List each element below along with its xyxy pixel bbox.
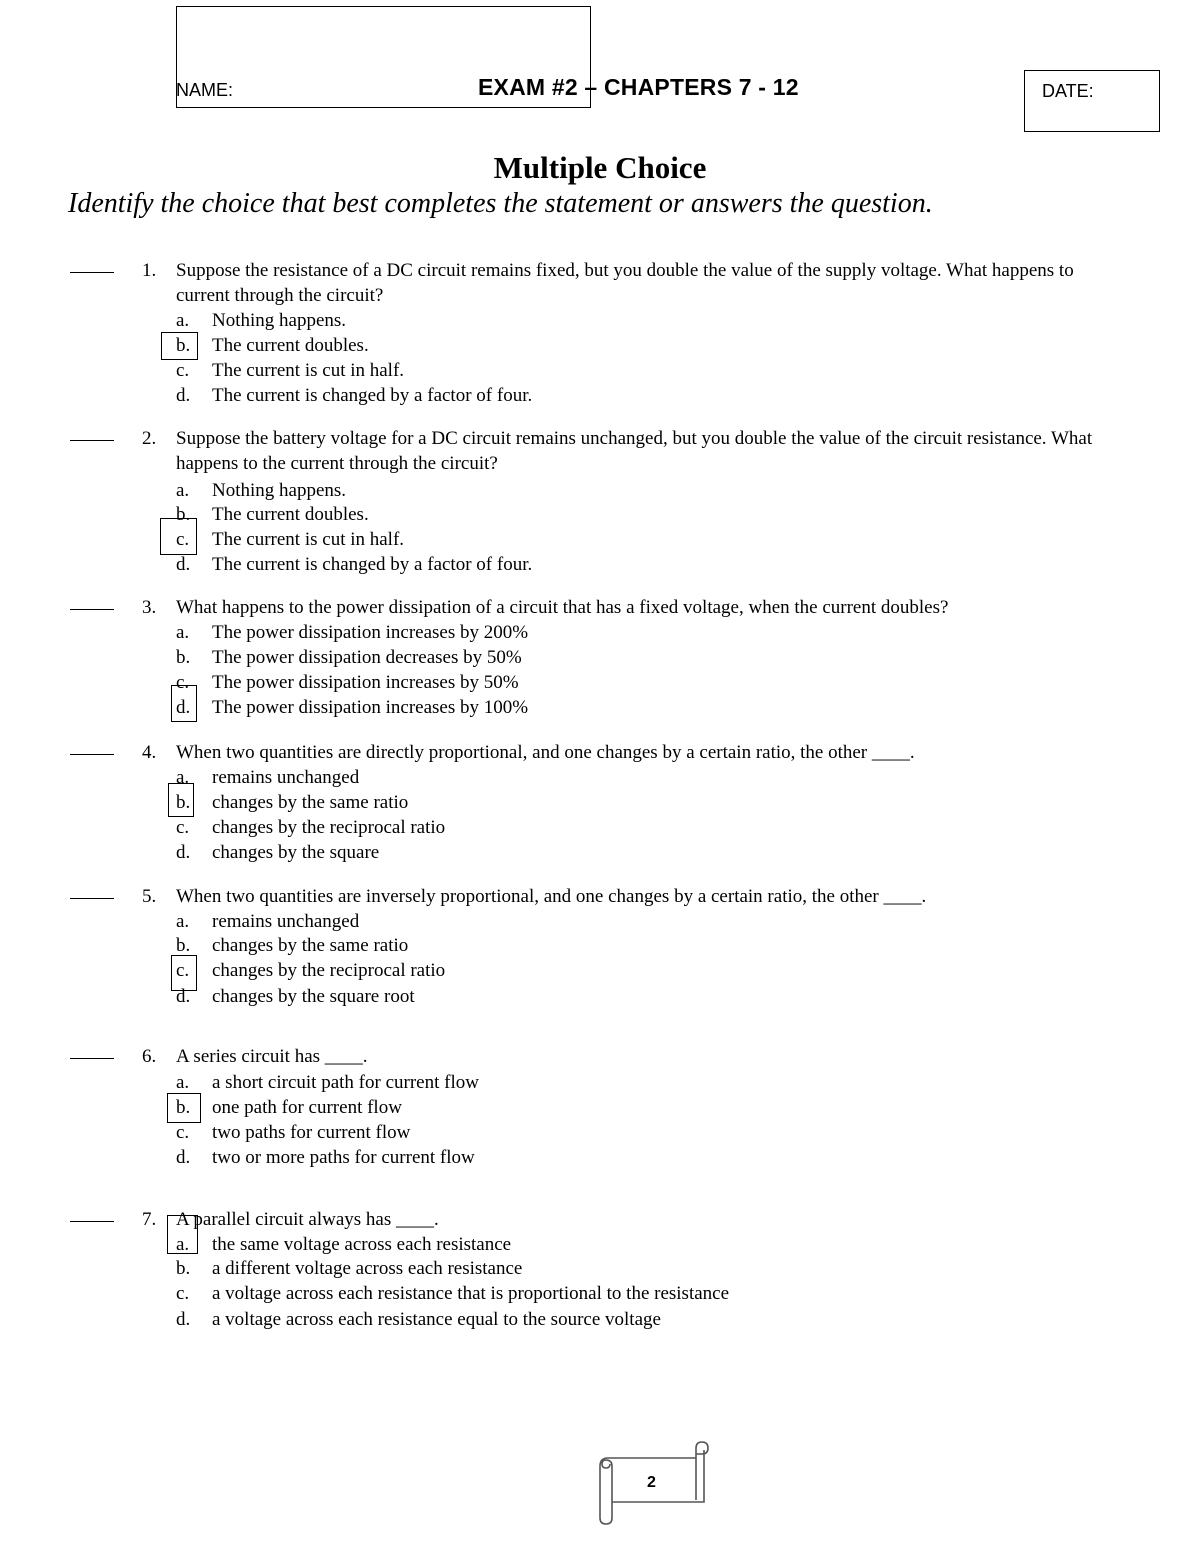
- option-letter: a.: [176, 1072, 190, 1093]
- option-text: The power dissipation increases by 50%: [212, 672, 519, 693]
- answer-blank[interactable]: [70, 609, 114, 610]
- option-letter: a.: [176, 767, 190, 788]
- instructions: Identify the choice that best completes the statement or answers the question.: [68, 188, 933, 219]
- option-c[interactable]: [0, 1120, 1200, 1145]
- option-text: changes by the reciprocal ratio: [212, 817, 446, 838]
- option-text: changes by the same ratio: [212, 935, 409, 956]
- option-text: remains unchanged: [212, 767, 360, 788]
- question-stem: When two quantities are inversely proportional, and one changes by a certain ratio, the other ____.: [176, 886, 927, 907]
- option-text: The current is changed by a factor of four.: [212, 385, 533, 406]
- question-stem: Suppose the battery voltage for a DC circuit remains unchanged, but you double the value of the circuit resistance. What happens to the current through the circuit?: [176, 428, 1093, 474]
- option-letter: c.: [176, 960, 190, 981]
- option-letter: d.: [176, 1147, 191, 1168]
- answer-blank[interactable]: [70, 272, 114, 273]
- answer-blank[interactable]: [70, 754, 114, 755]
- option-letter: b.: [176, 647, 191, 668]
- option-d[interactable]: [0, 1307, 1200, 1332]
- option-d[interactable]: [0, 552, 1200, 577]
- date-label: DATE:: [1042, 81, 1094, 101]
- question-stem: Suppose the resistance of a DC circuit remains fixed, but you double the value of the supply voltage. What happens to current through the circuit?: [176, 260, 1074, 306]
- option-b[interactable]: [0, 645, 1200, 670]
- option-text: Nothing happens.: [212, 310, 347, 331]
- option-letter: a.: [176, 1234, 190, 1255]
- option-a[interactable]: [0, 478, 1200, 503]
- option-letter: d.: [176, 385, 191, 406]
- option-text: The current doubles.: [212, 504, 369, 525]
- question-stem: A series circuit has ____.: [176, 1046, 368, 1067]
- date-field-box[interactable]: [1024, 70, 1160, 132]
- option-text: The current is cut in half.: [212, 529, 405, 550]
- option-letter: a.: [176, 480, 190, 501]
- exam-title: EXAM #2 – CHAPTERS 7 - 12: [478, 74, 799, 100]
- question-number: 7.: [142, 1209, 157, 1230]
- option-d[interactable]: [0, 840, 1200, 865]
- answer-mark-box: [160, 518, 197, 555]
- question-number: 2.: [142, 428, 157, 449]
- question-number: 4.: [142, 742, 157, 763]
- option-d[interactable]: [0, 1145, 1200, 1170]
- question-stem: A parallel circuit always has ____.: [176, 1209, 439, 1230]
- option-letter: c.: [176, 672, 190, 693]
- answer-mark-box: [167, 1215, 198, 1254]
- answer-mark-box: [161, 332, 198, 360]
- option-letter: d.: [176, 697, 191, 718]
- option-c[interactable]: [0, 358, 1200, 383]
- option-letter: c.: [176, 817, 190, 838]
- answer-blank[interactable]: [70, 440, 114, 441]
- option-a[interactable]: [0, 308, 1200, 333]
- option-text: The power dissipation decreases by 50%: [212, 647, 522, 668]
- option-letter: b.: [176, 1258, 191, 1279]
- answer-mark-box: [168, 783, 194, 817]
- option-letter: d.: [176, 1309, 191, 1330]
- section-title: Multiple Choice: [493, 150, 707, 185]
- answer-blank[interactable]: [70, 1058, 114, 1059]
- answer-blank[interactable]: [70, 898, 114, 899]
- question-number: 6.: [142, 1046, 157, 1067]
- option-text: a short circuit path for current flow: [212, 1072, 479, 1093]
- question-number: 5.: [142, 886, 157, 907]
- option-letter: a.: [176, 622, 190, 643]
- option-letter: a.: [176, 310, 190, 331]
- name-label: NAME:: [176, 80, 234, 100]
- answer-mark-box: [171, 955, 197, 991]
- option-text: The power dissipation increases by 200%: [212, 622, 529, 643]
- option-c[interactable]: [0, 815, 1200, 840]
- option-text: a different voltage across each resistance: [212, 1258, 523, 1279]
- option-a[interactable]: [0, 620, 1200, 645]
- option-letter: b.: [176, 1097, 191, 1118]
- answer-mark-box: [171, 685, 197, 722]
- option-letter: b.: [176, 504, 191, 525]
- option-letter: c.: [176, 360, 190, 381]
- option-letter: b.: [176, 792, 191, 813]
- option-letter: d.: [176, 842, 191, 863]
- option-text: The power dissipation increases by 100%: [212, 697, 529, 718]
- option-text: changes by the reciprocal ratio: [212, 960, 446, 981]
- question-number: 1.: [142, 260, 157, 281]
- question-number: 3.: [142, 597, 157, 618]
- option-letter: c.: [176, 1283, 190, 1304]
- option-text: two paths for current flow: [212, 1122, 411, 1143]
- option-text: The current doubles.: [212, 335, 369, 356]
- option-a[interactable]: [0, 1070, 1200, 1095]
- answer-mark-box: [167, 1093, 201, 1123]
- page-number: 2: [647, 1474, 656, 1491]
- option-text: one path for current flow: [212, 1097, 402, 1118]
- option-d[interactable]: [0, 383, 1200, 408]
- option-letter: c.: [176, 529, 190, 550]
- option-text: The current is cut in half.: [212, 360, 405, 381]
- question-stem: What happens to the power dissipation of a circuit that has a fixed voltage, when the current doubles?: [176, 597, 949, 618]
- option-letter: a.: [176, 911, 190, 932]
- answer-blank[interactable]: [70, 1221, 114, 1222]
- option-text: remains unchanged: [212, 911, 360, 932]
- option-letter: d.: [176, 554, 191, 575]
- option-text: changes by the same ratio: [212, 792, 409, 813]
- option-text: changes by the square: [212, 842, 380, 863]
- option-b[interactable]: [0, 1256, 1200, 1281]
- option-letter: d.: [176, 986, 191, 1007]
- option-text: the same voltage across each resistance: [212, 1234, 512, 1255]
- option-text: a voltage across each resistance that is proportional to the resistance: [212, 1283, 730, 1304]
- option-text: two or more paths for current flow: [212, 1147, 475, 1168]
- question-stem: When two quantities are directly proportional, and one changes by a certain ratio, the other ____.: [176, 742, 915, 763]
- option-text: The current is changed by a factor of four.: [212, 554, 533, 575]
- option-a[interactable]: [0, 909, 1200, 934]
- option-text: a voltage across each resistance equal to the source voltage: [212, 1309, 661, 1330]
- option-letter: b.: [176, 935, 191, 956]
- option-c[interactable]: [0, 1281, 1200, 1306]
- option-text: changes by the square root: [212, 986, 415, 1007]
- option-text: Nothing happens.: [212, 480, 347, 501]
- option-letter: b.: [176, 335, 191, 356]
- option-letter: c.: [176, 1122, 190, 1143]
